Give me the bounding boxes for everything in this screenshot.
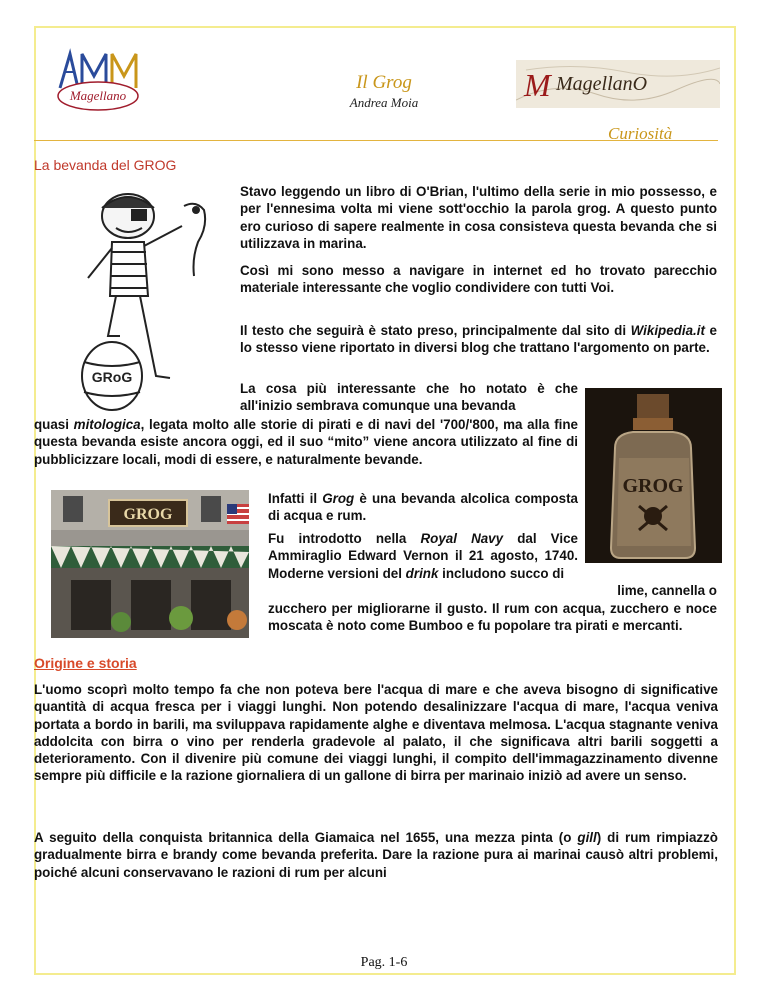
pirate-illustration <box>72 186 224 412</box>
paragraph-6-tail: lime, cannella o <box>617 583 717 598</box>
paragraph-6-cont: zucchero per migliorarne il gusto. Il rum con acqua, zucchero e noce moscata è noto come Bumboo e fu popolare tra pirati e mercanti. <box>268 601 717 634</box>
section-label: Curiosità <box>608 124 673 143</box>
paragraph-2: Così mi sono messo a navigare in internet ed ho trovato parecchio materiale interessante che voglio condividere con tutti Voi. <box>240 263 717 296</box>
document-author: Andrea Moia <box>349 95 419 110</box>
bottle-label-text: GROG <box>622 475 684 497</box>
paragraph-4-cont: quasi mitologica, legata molto alle storie di pirati e di navi del '700/'800, ma alla fine questa bevanda esiste ancora oggi, ed il suo “mito” viene ancora utilizzato al fine di pubblicizzare locali, modi di essere, e naturalmente bevande. <box>34 417 578 467</box>
logo-left-text: Magellano <box>69 88 127 103</box>
section-heading-origine: Origine e storia <box>34 655 137 671</box>
paragraph-1: Stavo leggendo un libro di O'Brian, l'ultimo della serie in mio possesso, e per l'ennesima volta mi viene sott'occhio la parola grog. A questo punto ero curioso di sapere realmente in cosa consisteva questa bevanda che si utilizzava in marina. <box>240 184 717 251</box>
grog-bottle-photo <box>585 388 722 563</box>
svg-text:M: M <box>524 67 551 103</box>
page-number: Pag. 1-6 <box>360 955 408 970</box>
grog-shop-photo <box>51 490 249 638</box>
logo-right-text: MagellanO <box>556 73 648 95</box>
paragraph-7: L'uomo scoprì molto tempo fa che non poteva bere l'acqua di mare e che aveva bisogno di significative quantità di acqua fresca per i viaggi lunghi. Non potendo desalinizzare l'acqua di mare, l'acqua veniva portata a bordo in barili, ma sviluppava rapidamente alghe e diventava melmosa. L'acqua stagnante veniva addolcita con birra o vino per renderla gradevole al palato, il che significava altri barili soggetti a deterioramento. Con il divenire più comune dei viaggi lunghi, il compito dell'immagazzinamento divenne sempre più difficile e la razione giornaliera di un gallone di birra per marinaio iniziò ad avere un senso. <box>34 682 718 784</box>
paragraph-6: Fu introdotto nella Royal Navy dal Vice Ammiraglio Edward Vernon il 21 agosto, 1740. Moderne versioni del drink includono succo di <box>268 531 578 581</box>
paragraph-4-intro: La cosa più interessante che ho notato è che all'inizio sembrava comunque una bevanda <box>240 381 578 414</box>
section-heading-bevanda: La bevanda del GROG <box>34 157 177 173</box>
shop-sign-text: GROG <box>123 506 173 523</box>
header-rule <box>34 140 718 141</box>
paragraph-8: A seguito della conquista britannica della Giamaica nel 1655, una mezza pinta (o gill) di rum rimpiazzò gradualmente birra e brandy come bevanda preferita. Dare la razione pura ai marinai causò altri problemi, poiché alcuni conservavano le razioni di rum per alcuni <box>34 830 718 880</box>
barrel-text: GRoG <box>91 369 133 385</box>
paragraph-5: Infatti il Grog è una bevanda alcolica composta di acqua e rum. <box>268 491 578 524</box>
paragraph-3: Il testo che seguirà è stato preso, principalmente dal sito di Wikipedia.it e lo stesso viene riportato in diversi blog che trattano l'argomento on parte. <box>240 323 717 356</box>
document-title: Il Grog <box>356 72 412 93</box>
